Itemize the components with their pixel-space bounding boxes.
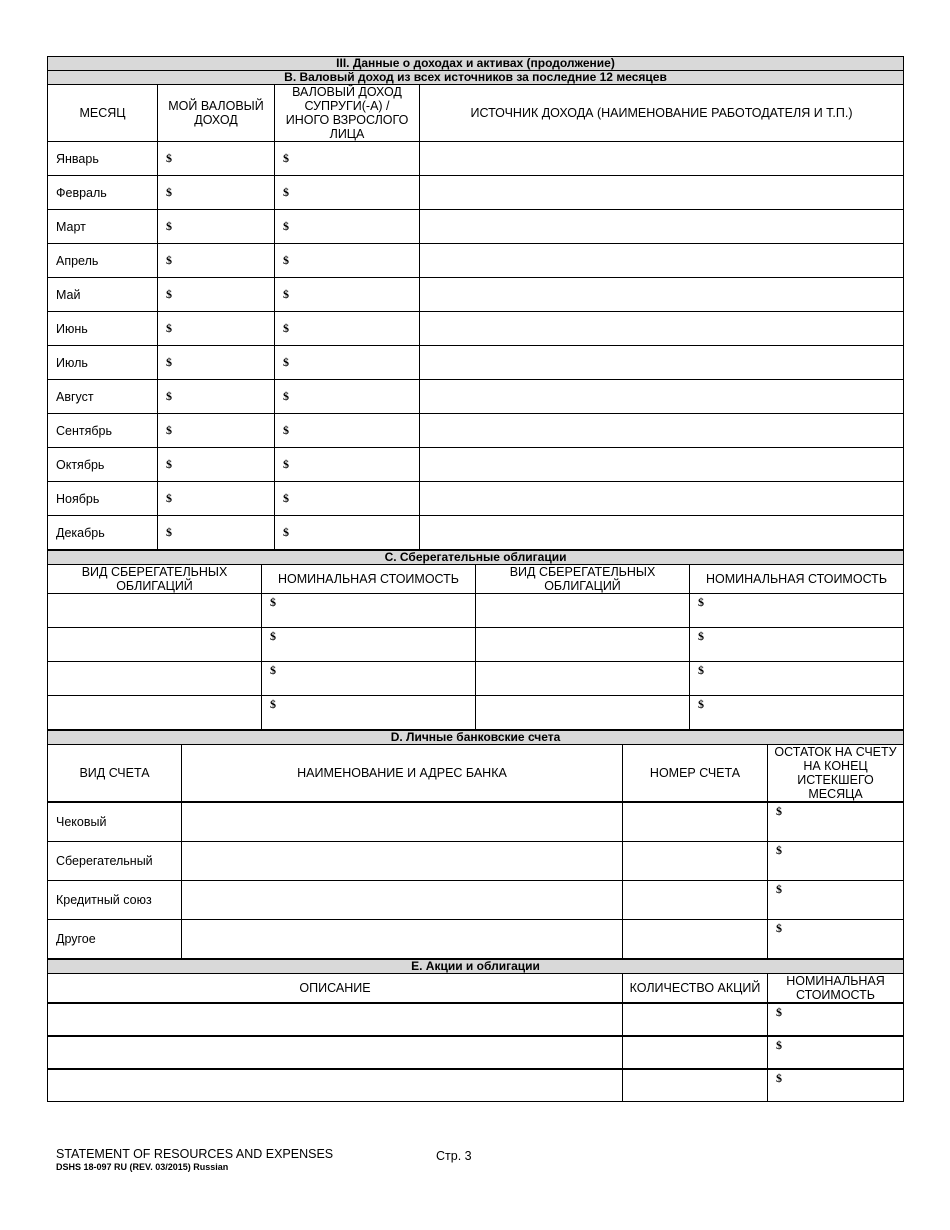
- shares-field[interactable]: [623, 1036, 768, 1069]
- footer-title: STATEMENT OF RESOURCES AND EXPENSES: [56, 1147, 334, 1161]
- account-row: [48, 880, 904, 919]
- section-d-title: D. Личные банковские счета: [48, 731, 904, 745]
- month-label: Декабрь: [48, 516, 158, 550]
- section-e-title: E. Акции и облигации: [48, 959, 904, 973]
- stock-row: [48, 1036, 904, 1069]
- bond-value-field[interactable]: $: [262, 594, 476, 628]
- spouse-income-header: ВАЛОВЫЙ ДОХОД СУПРУГИ(-А) / ИНОГО ВЗРОСЛОГО ЛИЦА: [275, 85, 420, 142]
- account-number-field[interactable]: [623, 880, 768, 919]
- bond-type-field[interactable]: [476, 662, 690, 696]
- income-row: [48, 142, 904, 176]
- income-source-field[interactable]: [420, 312, 904, 346]
- income-table: [47, 56, 904, 550]
- spouse-income-field[interactable]: $: [275, 244, 420, 278]
- my-income-field[interactable]: $: [158, 482, 275, 516]
- description-header: ОПИСАНИЕ: [48, 973, 623, 1003]
- stock-value-field[interactable]: $: [768, 1003, 904, 1036]
- stock-description-field[interactable]: [48, 1069, 623, 1102]
- month-label: Сентябрь: [48, 414, 158, 448]
- spouse-income-field[interactable]: $: [275, 414, 420, 448]
- bond-value-field[interactable]: $: [262, 696, 476, 730]
- my-income-field[interactable]: $: [158, 142, 275, 176]
- bond-value-field[interactable]: $: [690, 594, 904, 628]
- bond-type-header-2: ВИД СБЕРЕГАТЕЛЬНЫХ ОБЛИГАЦИЙ: [476, 565, 690, 594]
- stocks-bonds-table: [47, 959, 904, 1103]
- my-income-header: МОЙ ВАЛОВЫЙ ДОХОД: [158, 85, 275, 142]
- bond-value-field[interactable]: $: [690, 628, 904, 662]
- income-row: [48, 448, 904, 482]
- bond-type-field[interactable]: [476, 628, 690, 662]
- income-row: [48, 482, 904, 516]
- my-income-field[interactable]: $: [158, 380, 275, 414]
- spouse-income-field[interactable]: $: [275, 482, 420, 516]
- account-type-label: Чековый: [48, 802, 182, 841]
- bond-type-header-1: ВИД СБЕРЕГАТЕЛЬНЫХ ОБЛИГАЦИЙ: [48, 565, 262, 594]
- account-number-field[interactable]: [623, 919, 768, 958]
- spouse-income-field[interactable]: $: [275, 448, 420, 482]
- month-label: Август: [48, 380, 158, 414]
- bond-type-field[interactable]: [48, 696, 262, 730]
- stock-description-field[interactable]: [48, 1036, 623, 1069]
- section-b-title: B. Валовый доход из всех источников за последние 12 месяцев: [48, 71, 904, 85]
- month-label: Июнь: [48, 312, 158, 346]
- account-type-label: Другое: [48, 919, 182, 958]
- stock-value-field[interactable]: $: [768, 1069, 904, 1102]
- bond-type-field[interactable]: [48, 662, 262, 696]
- my-income-field[interactable]: $: [158, 346, 275, 380]
- income-row: [48, 278, 904, 312]
- my-income-field[interactable]: $: [158, 210, 275, 244]
- income-source-field[interactable]: [420, 380, 904, 414]
- my-income-field[interactable]: $: [158, 278, 275, 312]
- section-c-title: C. Сберегательные облигации: [48, 551, 904, 565]
- account-type-label: Сберегательный: [48, 841, 182, 880]
- bond-row: [48, 662, 904, 696]
- stock-value-field[interactable]: $: [768, 1036, 904, 1069]
- income-row: [48, 176, 904, 210]
- month-label: Апрель: [48, 244, 158, 278]
- income-source-field[interactable]: [420, 516, 904, 550]
- my-income-field[interactable]: $: [158, 244, 275, 278]
- bond-value-header-1: НОМИНАЛЬНАЯ СТОИМОСТЬ: [262, 565, 476, 594]
- bond-type-field[interactable]: [48, 594, 262, 628]
- form-sheet: [47, 56, 903, 1102]
- income-source-field[interactable]: [420, 414, 904, 448]
- shares-header: КОЛИЧЕСТВО АКЦИЙ: [623, 973, 768, 1003]
- income-row: [48, 244, 904, 278]
- spouse-income-field[interactable]: $: [275, 176, 420, 210]
- section-iii-title: III. Данные о доходах и активах (продолжение): [48, 57, 904, 71]
- income-row: [48, 210, 904, 244]
- month-label: Январь: [48, 142, 158, 176]
- bond-row: [48, 628, 904, 662]
- income-source-header: ИСТОЧНИК ДОХОДА (НАИМЕНОВАНИЕ РАБОТОДАТЕЛЯ И Т.П.): [420, 85, 904, 142]
- income-row: [48, 312, 904, 346]
- bond-type-field[interactable]: [476, 594, 690, 628]
- bond-value-field[interactable]: $: [690, 696, 904, 730]
- my-income-field[interactable]: $: [158, 448, 275, 482]
- income-source-field[interactable]: [420, 346, 904, 380]
- month-label: Май: [48, 278, 158, 312]
- bond-row: [48, 594, 904, 628]
- account-type-label: Кредитный союз: [48, 880, 182, 919]
- balance-field[interactable]: $: [768, 919, 904, 958]
- income-source-field[interactable]: [420, 278, 904, 312]
- account-number-header: НОМЕР СЧЕТА: [623, 745, 768, 803]
- month-label: Февраль: [48, 176, 158, 210]
- savings-bonds-table: [47, 550, 904, 730]
- balance-field[interactable]: $: [768, 841, 904, 880]
- month-label: Ноябрь: [48, 482, 158, 516]
- bank-name-field[interactable]: [182, 919, 623, 958]
- balance-field[interactable]: $: [768, 880, 904, 919]
- income-row: [48, 380, 904, 414]
- month-label: Март: [48, 210, 158, 244]
- my-income-field[interactable]: $: [158, 176, 275, 210]
- my-income-field[interactable]: $: [158, 414, 275, 448]
- account-row: [48, 919, 904, 958]
- spouse-income-field[interactable]: $: [275, 278, 420, 312]
- account-number-field[interactable]: [623, 802, 768, 841]
- spouse-income-field[interactable]: $: [275, 142, 420, 176]
- bond-row: [48, 696, 904, 730]
- income-source-field[interactable]: [420, 482, 904, 516]
- bond-value-field[interactable]: $: [690, 662, 904, 696]
- bond-type-field[interactable]: [48, 628, 262, 662]
- income-source-field[interactable]: [420, 448, 904, 482]
- bank-accounts-table: [47, 730, 904, 959]
- month-header: МЕСЯЦ: [48, 85, 158, 142]
- month-label: Октябрь: [48, 448, 158, 482]
- my-income-field[interactable]: $: [158, 516, 275, 550]
- income-source-field[interactable]: [420, 210, 904, 244]
- income-source-field[interactable]: [420, 176, 904, 210]
- bond-value-field[interactable]: $: [262, 628, 476, 662]
- bank-name-header: НАИМЕНОВАНИЕ И АДРЕС БАНКА: [182, 745, 623, 803]
- month-label: Июль: [48, 346, 158, 380]
- spouse-income-field[interactable]: $: [275, 380, 420, 414]
- account-row: [48, 841, 904, 880]
- bank-name-field[interactable]: [182, 802, 623, 841]
- spouse-income-field[interactable]: $: [275, 312, 420, 346]
- stock-row: [48, 1069, 904, 1102]
- income-source-field[interactable]: [420, 244, 904, 278]
- income-row: [48, 516, 904, 550]
- bond-type-field[interactable]: [476, 696, 690, 730]
- bank-name-field[interactable]: [182, 880, 623, 919]
- spouse-income-field[interactable]: $: [275, 346, 420, 380]
- spouse-income-field[interactable]: $: [275, 516, 420, 550]
- stock-description-field[interactable]: [48, 1003, 623, 1036]
- account-number-field[interactable]: [623, 841, 768, 880]
- income-row: [48, 414, 904, 448]
- shares-field[interactable]: [623, 1003, 768, 1036]
- my-income-field[interactable]: $: [158, 312, 275, 346]
- balance-header: ОСТАТОК НА СЧЕТУ НА КОНЕЦ ИСТЕКШЕГО МЕСЯЦА: [768, 745, 904, 803]
- balance-field[interactable]: $: [768, 802, 904, 841]
- stock-value-header: НОМИНАЛЬНАЯ СТОИМОСТЬ: [768, 973, 904, 1003]
- income-source-field[interactable]: [420, 142, 904, 176]
- bond-value-header-2: НОМИНАЛЬНАЯ СТОИМОСТЬ: [690, 565, 904, 594]
- bank-name-field[interactable]: [182, 841, 623, 880]
- income-row: [48, 346, 904, 380]
- account-type-header: ВИД СЧЕТА: [48, 745, 182, 803]
- shares-field[interactable]: [623, 1069, 768, 1102]
- spouse-income-field[interactable]: $: [275, 210, 420, 244]
- stock-row: [48, 1003, 904, 1036]
- page-number: Стр. 3: [436, 1149, 472, 1163]
- footer-form-id: DSHS 18-097 RU (REV. 03/2015) Russian: [56, 1162, 229, 1172]
- bond-value-field[interactable]: $: [262, 662, 476, 696]
- account-row: [48, 802, 904, 841]
